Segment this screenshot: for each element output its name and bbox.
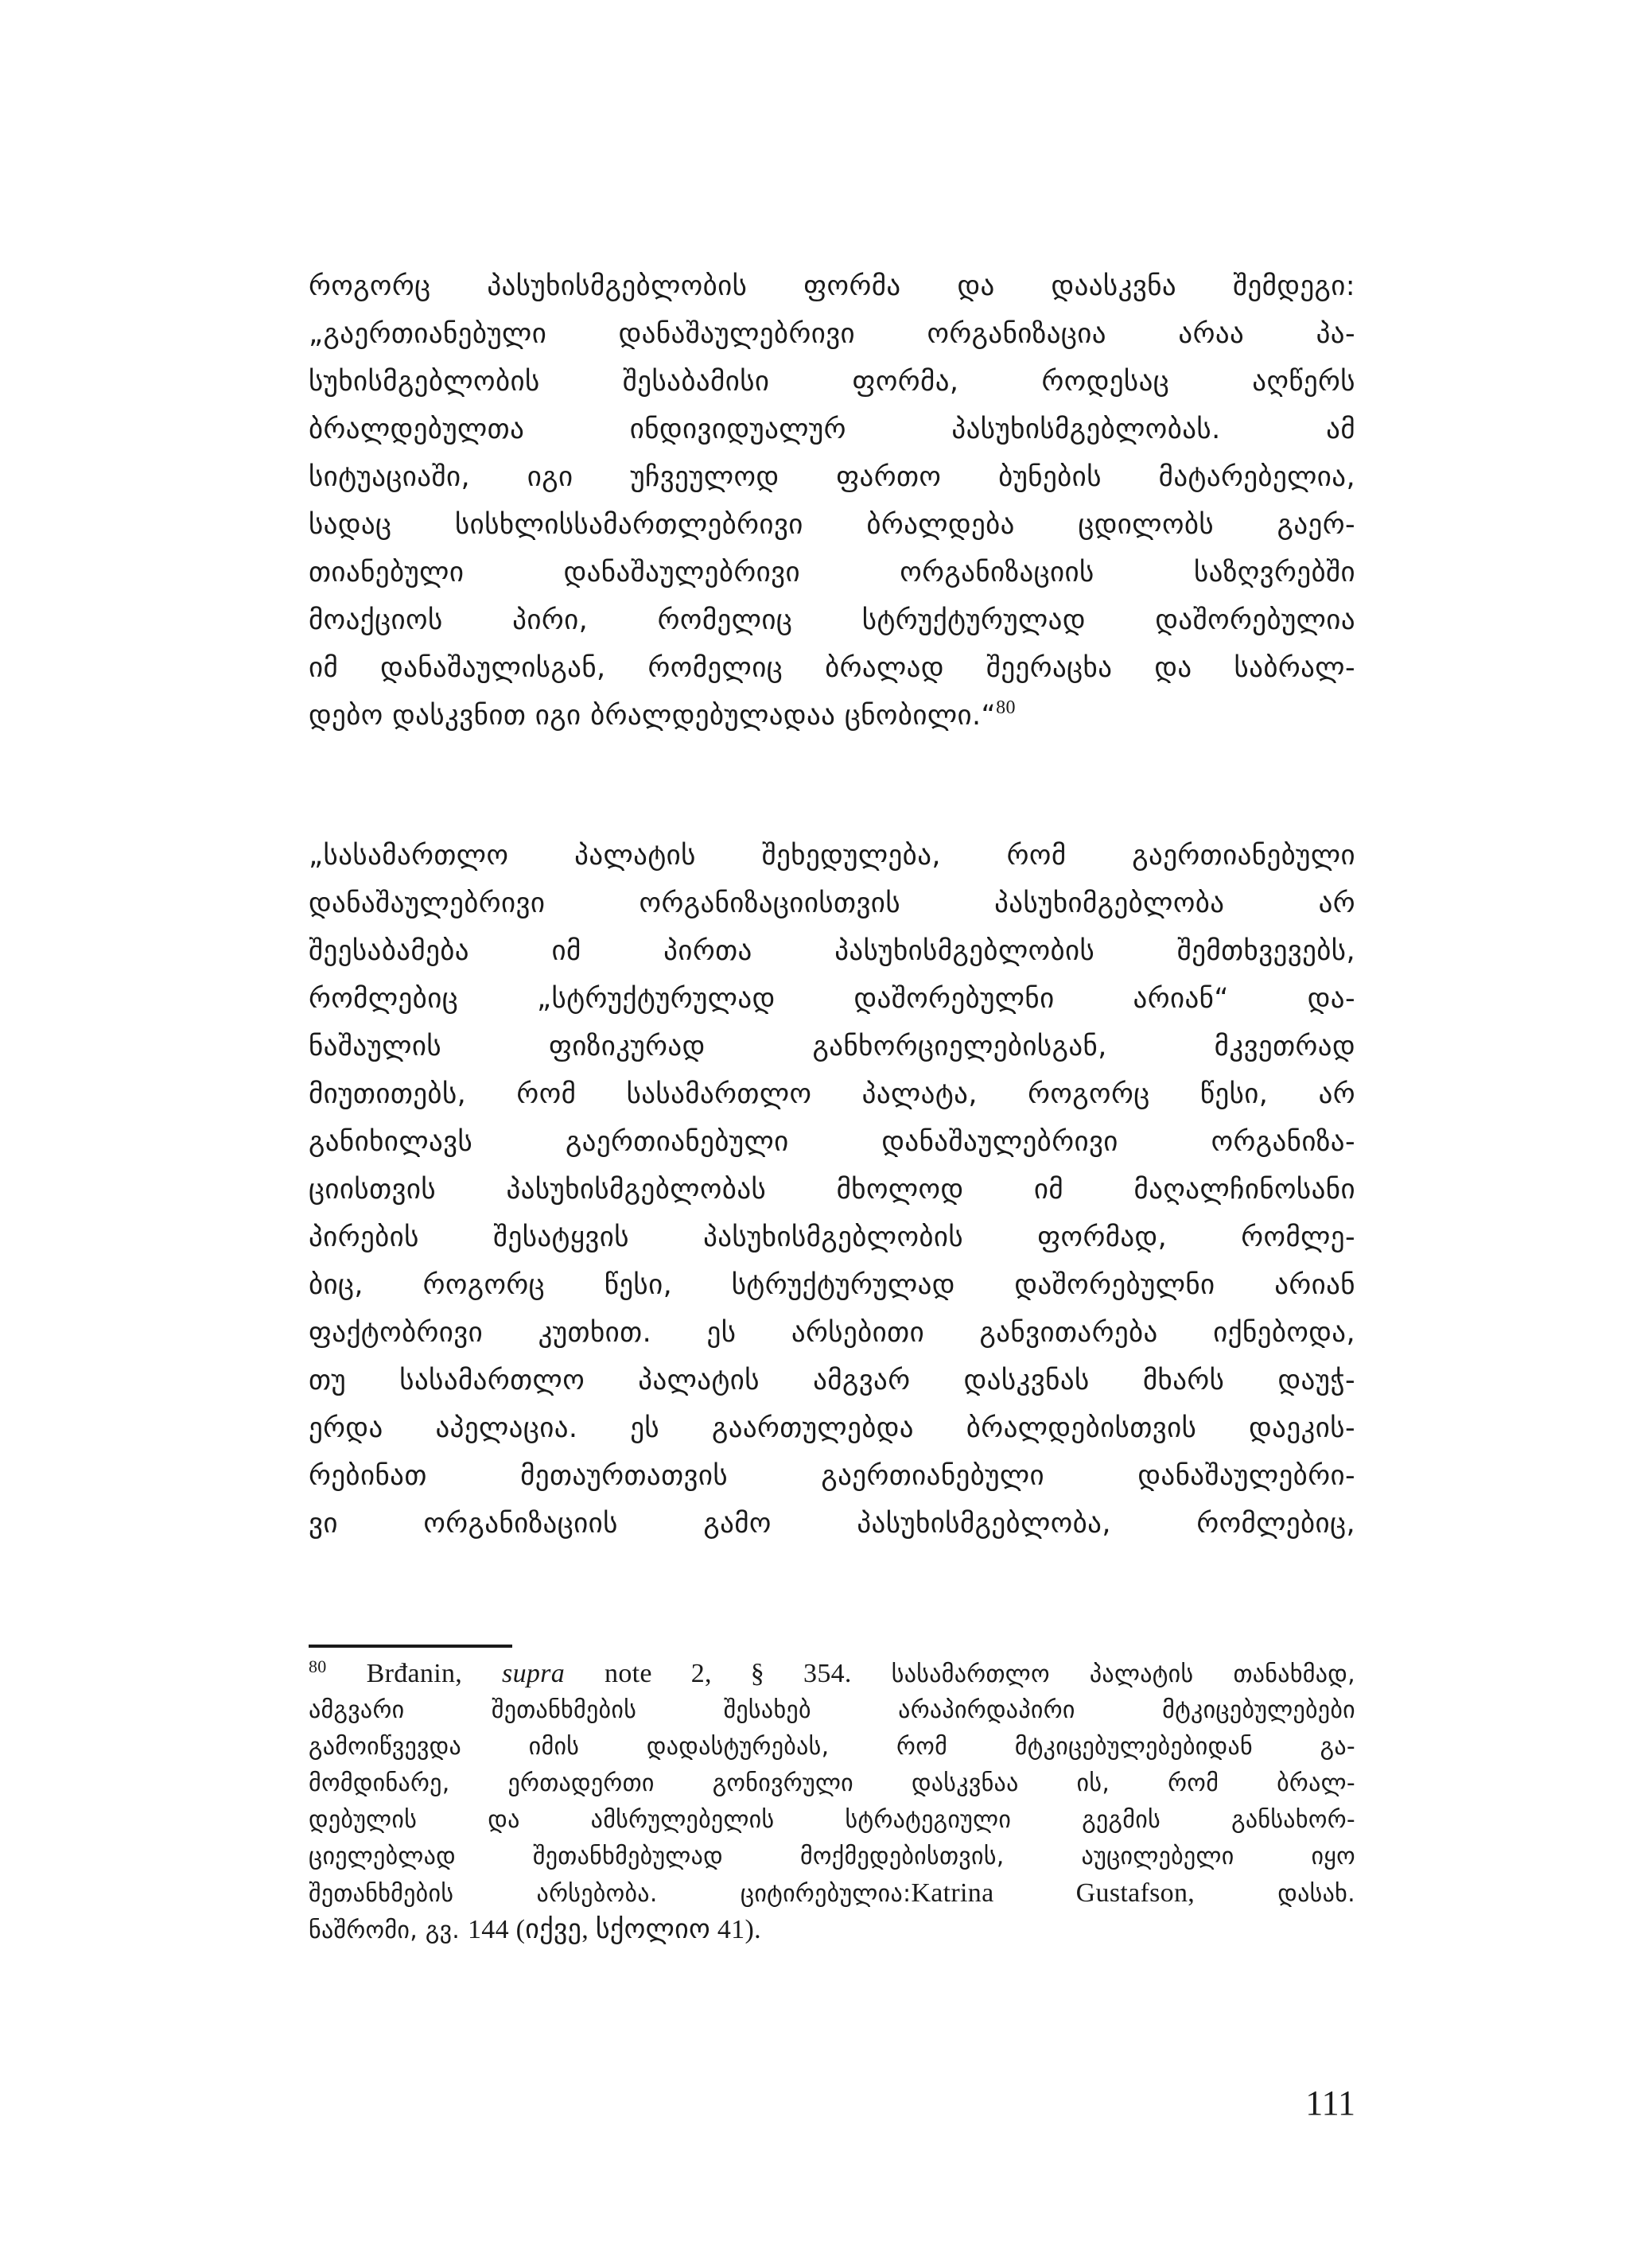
footnote-line (309, 1656, 1355, 1692)
paragraph-1-line: თიანებული დანაშაულებრივი ორგანიზაციის საზღვრებში (309, 557, 1355, 588)
paragraph-2-line: რომლებიც „სტრუქტურულად დაშორებულნი არიან“ და- (309, 983, 1355, 1015)
footnote-line: გამოიწვევდა იმის დადასტურებას, რომ მტკიცებულებებიდან გა- (309, 1733, 1355, 1761)
footnote-line: მომდინარე, ერთადერთი გონივრული დასკვნაა ის, რომ ბრალ- (309, 1769, 1355, 1797)
paragraph-1-line: ბრალდებულთა ინდივიდუალურ პასუხისმგებლობას. ამ (309, 414, 1355, 445)
paragraph-1-line: მოაქციოს პირი, რომელიც სტრუქტურულად დაშორებულია (309, 604, 1355, 636)
paragraph-1-line: სადაც სისხლისსამართლებრივი ბრალდება ცდილობს გაერ- (309, 509, 1355, 541)
paragraph-2-line: „სასამართლო პალატის შეხედულება, რომ გაერთიანებული (309, 840, 1355, 872)
footnote-line (309, 1912, 1355, 1948)
footnote-page-ref: 144 (იქვე, სქოლიო 41). (467, 1915, 761, 1944)
paragraph-1-last-line (309, 692, 1355, 740)
paragraph-2-line: განიხილავს გაერთიანებული დანაშაულებრივი ორგანიზა- (309, 1126, 1355, 1158)
footnote-citation: note 2, § 354. (605, 1659, 852, 1688)
paragraph-2-line: ბიც, როგორც წესი, სტრუქტურულად დაშორებულნი არიან (309, 1269, 1355, 1301)
paragraph-2-line: დანაშაულებრივი ორგანიზაციისთვის პასუხიმგებლობა არ (309, 887, 1355, 919)
paragraph-1-line: სუხისმგებლობის შესაბამისი ფორმა, როდესაც აღწერს (309, 366, 1355, 398)
page-number: 111 (1305, 2084, 1355, 2122)
footnote-author: Katrina Gustafson, (911, 1878, 1196, 1908)
footnote-case-name: Brđanin, (366, 1659, 463, 1688)
paragraph-2-line: შეესაბამება იმ პირთა პასუხისმგებლობის შემთხვევებს, (309, 935, 1355, 967)
footnote-text: შეთანხმების არსებობა. ციტირებულია: (309, 1880, 912, 1908)
footnote-text: სასამართლო პალატის თანახმად, (891, 1660, 1355, 1688)
paragraph-2-line: რებინათ მეთაურთათვის გაერთიანებული დანაშაულებრი- (309, 1460, 1355, 1492)
paragraph-1-line: დებო დასკვნით იგი ბრალდებულადაა ცნობილი.“ (309, 700, 997, 732)
footnote-text: ნაშრომი, გვ. (309, 1917, 461, 1944)
footnote-reference[interactable]: 80 (996, 697, 1016, 718)
footnote-line: დებულის და ამსრულებელის სტრატეგიული გეგმის განსახორ- (309, 1806, 1355, 1834)
paragraph-2-line: ერდა აპელაცია. ეს გაართულებდა ბრალდებისთვის დაეკის- (309, 1412, 1355, 1444)
paragraph-2-line: ფაქტობრივი კუთხით. ეს არსებითი განვითარება იქნებოდა, (309, 1317, 1355, 1349)
paragraph-1-line: სიტუაციაში, იგი უჩვეულოდ ფართო ბუნების მატარებელია, (309, 461, 1355, 493)
paragraph-2-line: ციისთვის პასუხისმგებლობას მხოლოდ იმ მაღალჩინოსანი (309, 1174, 1355, 1206)
footnote-line: ციელებლად შეთანხმებულად მოქმედებისთვის, აუცილებელი იყო (309, 1843, 1355, 1870)
paragraph-2-line: თუ სასამართლო პალატის ამგვარ დასკვნას მხარს დაუჭ- (309, 1365, 1355, 1396)
paragraph-1-line: როგორც პასუხისმგებლობის ფორმა და დაასკვნა შემდეგი: (309, 270, 1355, 302)
paragraph-1-line: „გაერთიანებული დანაშაულებრივი ორგანიზაცია არაა პა- (309, 318, 1355, 350)
footnote-text: დასახ. (1277, 1880, 1355, 1908)
footnote-separator (309, 1645, 512, 1648)
footnote-number: 80 (309, 1656, 327, 1676)
paragraph-2-line: მიუთითებს, რომ სასამართლო პალატა, როგორც წესი, არ (309, 1078, 1355, 1110)
footnote-supra: supra (502, 1659, 566, 1688)
paragraph-2-line: ნაშაულის ფიზიკურად განხორციელებისგან, მკვეთრად (309, 1031, 1355, 1062)
paragraph-2-line: ვი ორგანიზაციის გამო პასუხისმგებლობა, რომლებიც, (309, 1508, 1355, 1540)
paragraph-1-line: იმ დანაშაულისგან, რომელიც ბრალად შეერაცხა და საბრალ- (309, 652, 1355, 684)
paragraph-2-line: პირების შესატყვის პასუხისმგებლობის ფორმად, რომლე- (309, 1221, 1355, 1253)
footnote-line (309, 1875, 1355, 1912)
footnote-line: ამგვარი შეთანხმების შესახებ არაპირდაპირი მტკიცებულებები (309, 1696, 1355, 1724)
